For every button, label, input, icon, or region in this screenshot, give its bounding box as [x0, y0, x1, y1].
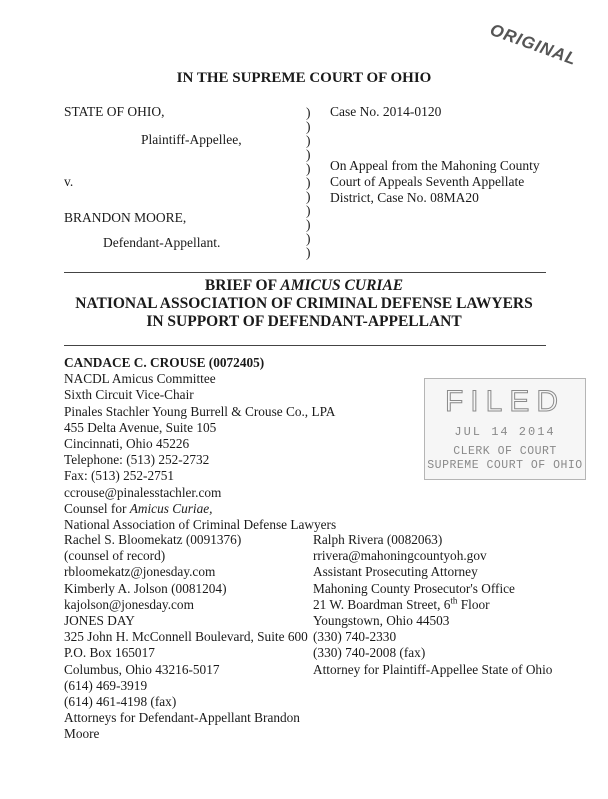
state-counsel-block — [313, 532, 552, 678]
appeal-line: Court of Appeals Seventh Appellate — [330, 174, 525, 189]
caption-paren: ) — [306, 119, 311, 134]
caption-paren: ) — [306, 105, 311, 120]
state-counsel-line: Youngstown, Ohio 44503 — [313, 613, 450, 629]
caption-defendant: BRANDON MOORE, — [64, 210, 187, 225]
defendant-counsel-line: JONES DAY — [64, 613, 135, 629]
case-number: Case No. 2014-0120 — [330, 104, 442, 119]
defendant-counsel-line: P.O. Box 165017 — [64, 645, 155, 661]
defendant-counsel-line: Attorneys for Defendant-Appellant Brandon — [64, 710, 300, 726]
caption-versus: v. — [64, 174, 74, 189]
amicus-counsel-for: Counsel for Amicus Curiae, — [64, 500, 213, 516]
caption-plaintiff: STATE OF OHIO, — [64, 104, 165, 119]
filed-stamp-court: SUPREME COURT OF OHIO — [427, 459, 583, 472]
defendant-counsel-line: Rachel S. Bloomekatz (0091376) — [64, 532, 242, 547]
filed-stamp-word: FILED — [444, 385, 566, 418]
caption-paren: ) — [306, 217, 311, 232]
state-counsel-line: Assistant Prosecuting Attorney — [313, 564, 478, 580]
state-counsel-line: Ralph Rivera (0082063) — [313, 532, 443, 547]
filed-stamp — [424, 378, 586, 480]
amicus-counsel-line: 455 Delta Avenue, Suite 105 — [64, 419, 217, 435]
state-counsel-street: 21 W. Boardman Street, 6th Floor — [313, 595, 490, 612]
defendant-counsel-line: 325 John H. McConnell Boulevard, Suite 600 — [64, 629, 308, 645]
state-counsel-line: rrivera@mahoningcountyoh.gov — [313, 548, 487, 564]
state-counsel-line: Attorney for Plaintiff-Appellee State of Ohio — [313, 661, 553, 677]
defendant-counsel-line: Columbus, Ohio 43216-5017 — [64, 661, 220, 677]
amicus-counsel-line: Sixth Circuit Vice-Chair — [64, 387, 194, 403]
amicus-counsel-name: CANDACE C. CROUSE (0072405) — [64, 355, 265, 370]
amicus-counsel-line: ccrouse@pinalesstachler.com — [64, 484, 222, 500]
defendant-counsel-block — [64, 532, 308, 743]
filed-stamp-clerk: CLERK OF COURT — [453, 445, 557, 458]
caption-paren: ) — [306, 245, 311, 260]
appeal-line: On Appeal from the Mahoning County — [330, 158, 540, 173]
caption-paren: ) — [306, 189, 311, 204]
brief-title-line3: IN SUPPORT OF DEFENDANT-APPELLANT — [146, 313, 462, 330]
defendant-counsel-line: Kimberly A. Jolson (0081204) — [64, 580, 227, 596]
defendant-counsel-line: (614) 461-4198 (fax) — [64, 694, 177, 710]
caption-paren: ) — [306, 161, 311, 176]
amicus-counsel-line: Cincinnati, Ohio 45226 — [64, 436, 190, 452]
divider — [64, 345, 546, 346]
amicus-counsel-block — [64, 355, 336, 533]
defendant-counsel-line: (614) 469-3919 — [64, 677, 148, 693]
amicus-counsel-line: Fax: (513) 252-2751 — [64, 468, 175, 484]
caption-paren: ) — [306, 231, 311, 246]
state-counsel-line: Mahoning County Prosecutor's Office — [313, 580, 515, 596]
court-title: IN THE SUPREME COURT OF OHIO — [176, 70, 432, 86]
caption-paren: ) — [306, 147, 311, 162]
state-counsel-line: (330) 740-2008 (fax) — [313, 645, 426, 661]
defendant-counsel-line: (counsel of record) — [64, 548, 166, 564]
caption-paren: ) — [306, 175, 311, 190]
amicus-association: National Association of Criminal Defense Lawyers — [64, 517, 337, 533]
state-counsel-line: (330) 740-2330 — [313, 629, 397, 645]
defendant-counsel-line: kajolson@jonesday.com — [64, 596, 194, 612]
filed-stamp-date: JUL 14 2014 — [454, 425, 556, 439]
brief-title-line1: BRIEF OF AMICUS CURIAE — [204, 277, 404, 294]
appeal-line: District, Case No. 08MA20 — [330, 190, 479, 205]
amicus-counsel-line: Pinales Stachler Young Burrell & Crouse Co., LPA — [64, 403, 336, 419]
defendant-counsel-line: rbloomekatz@jonesday.com — [64, 564, 216, 580]
amicus-counsel-line: Telephone: (513) 252-2732 — [64, 452, 210, 468]
caption-defendant-role: Defendant-Appellant. — [103, 235, 221, 250]
original-stamp: ORIGINAL — [487, 20, 580, 70]
defendant-counsel-line: Moore — [64, 726, 100, 742]
caption-plaintiff-role: Plaintiff-Appellee, — [141, 132, 242, 147]
caption-paren: ) — [306, 203, 311, 218]
divider — [64, 272, 546, 273]
brief-title-line2: NATIONAL ASSOCIATION OF CRIMINAL DEFENSE LAWYERS — [75, 295, 533, 312]
caption-paren: ) — [306, 133, 311, 148]
amicus-counsel-line: NACDL Amicus Committee — [64, 371, 216, 387]
